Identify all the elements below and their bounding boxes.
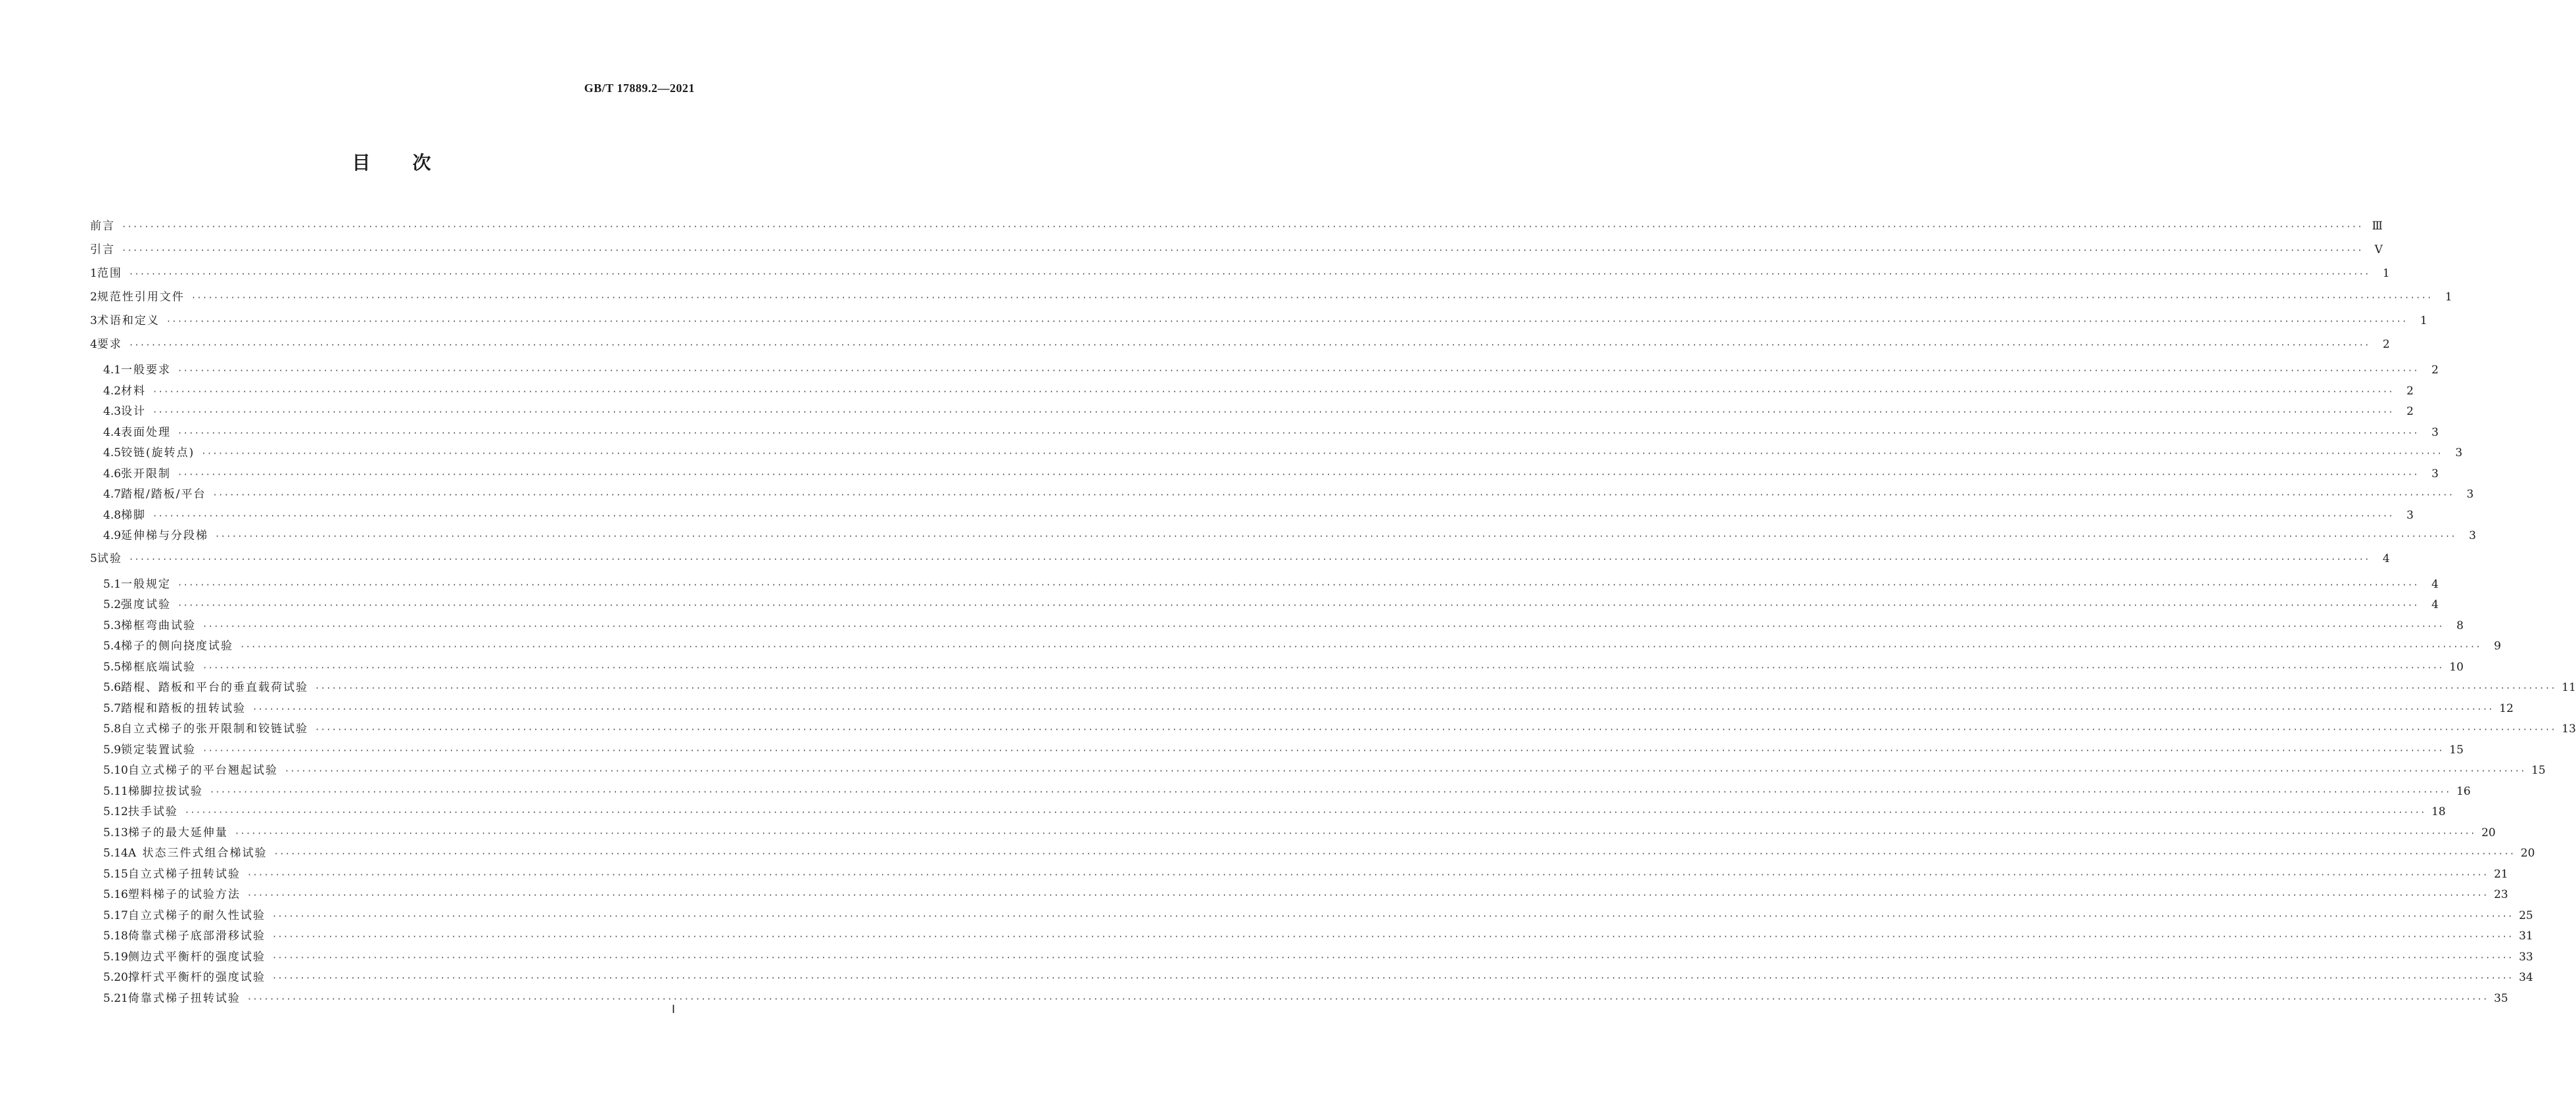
- toc-entry-label: 塑料梯子的试验方法: [128, 888, 241, 901]
- toc-entry-page: 1: [2382, 267, 2390, 280]
- toc-entry-label: 一般要求: [121, 364, 172, 377]
- toc-dot-leader: ················································································································································································································································································································································································································: [209, 787, 2451, 797]
- toc-entry-number: 5.8: [103, 722, 122, 736]
- toc-entry-number: 5.10: [103, 764, 128, 777]
- toc-entry[interactable]: [90, 262, 2390, 285]
- toc-entry[interactable]: [90, 464, 2439, 485]
- toc-entry-number: 4.9: [103, 529, 122, 542]
- toc-dot-leader: ················································································································································································································································································································································································································: [177, 601, 2419, 610]
- toc-entry-label: 扶手试验: [128, 805, 178, 818]
- toc-entry-page: 2: [2406, 405, 2414, 418]
- toc-entry-page: 15: [2449, 743, 2464, 757]
- toc-entry-page: 1: [2445, 291, 2452, 304]
- toc-dot-leader: ················································································································································································································································································································································································································: [215, 532, 2456, 541]
- toc-entry[interactable]: [90, 740, 2464, 761]
- toc-entry[interactable]: [90, 823, 2496, 844]
- toc-entry-number: 5.12: [103, 805, 128, 818]
- toc-dot-leader: ················································································································································································································································································································································································································: [177, 428, 2419, 438]
- toc-entry-label: 倚靠式梯子扭转试验: [128, 991, 241, 1005]
- toc-entry-number: 5.16: [103, 888, 128, 901]
- toc-entry[interactable]: [90, 843, 2535, 864]
- toc-dot-leader: ················································································································································································································································································································································································································: [152, 511, 2394, 521]
- toc-dot-leader: ················································································································································································································································································································································································································: [240, 642, 2481, 651]
- toc-entry-label: 自立式梯子的平台翘起试验: [128, 764, 278, 777]
- toc-entry-page: 11: [2562, 681, 2576, 694]
- toc-entry-page: 4: [2382, 552, 2390, 565]
- toc-entry-number: 4.6: [103, 467, 122, 481]
- toc-entry-number: 4.5: [103, 446, 122, 459]
- toc-entry-label: 踏棍、踏板和平台的垂直载荷试验: [121, 681, 309, 694]
- toc-entry-label: 试验: [97, 552, 122, 565]
- toc-entry[interactable]: [90, 968, 2533, 989]
- toc-entry[interactable]: [90, 360, 2439, 381]
- toc-entry[interactable]: [90, 678, 2576, 699]
- toc-dot-leader: ················································································································································································································································································································································································································: [284, 766, 2526, 776]
- toc-dot-leader: ················································································································································································································································································································································································································: [271, 953, 2514, 962]
- toc-entry-number: 3: [90, 314, 97, 327]
- toc-entry-label: 梯子的侧向挠度试验: [121, 640, 234, 653]
- toc-dot-leader: ················································································································································································································································································································································································································: [246, 891, 2489, 900]
- toc-dot-leader: ················································································································································································································································································································································································································: [128, 554, 2370, 564]
- toc-entry-label: 引言: [90, 243, 115, 256]
- toc-entry-page: 8: [2456, 619, 2464, 632]
- toc-dot-leader: ················································································································································································································································································································································································································: [184, 808, 2426, 817]
- toc-entry-page: 3: [2469, 529, 2476, 542]
- toc-dot-leader: ················································································································································································································································································································································································································: [315, 684, 2556, 693]
- toc-entry-page: 4: [2431, 577, 2439, 591]
- toc-entry[interactable]: [90, 595, 2439, 616]
- title-char-2: 次: [412, 152, 431, 174]
- toc-entry-label: 梯脚拉拔试验: [128, 784, 203, 798]
- toc-entry[interactable]: [90, 864, 2508, 885]
- toc-dot-leader: ················································································································································································································································································································································································································: [234, 828, 2476, 838]
- toc-dot-leader: ················································································································································································································································································································································································································: [201, 449, 2443, 458]
- toc-entry[interactable]: [90, 484, 2474, 506]
- toc-entry-label: 梯框底端试验: [121, 660, 197, 674]
- toc-entry-page: 3: [2431, 467, 2439, 481]
- toc-dot-leader: ················································································································································································································································································································································································································: [271, 974, 2514, 983]
- toc-entry-page: 21: [2494, 867, 2508, 881]
- toc-entry-page: 3: [2406, 508, 2414, 522]
- standard-number: GB/T 17889.2—2021: [584, 82, 695, 95]
- toc-entry-number: 5.17: [103, 908, 128, 922]
- toc-entry-number: 5.4: [103, 640, 122, 653]
- toc-entry[interactable]: [90, 575, 2439, 596]
- toc-dot-leader: ················································································································································································································································································································································································································: [191, 293, 2433, 302]
- toc-entry-number: 5.3: [103, 619, 122, 632]
- toc-entry-number: 5.14: [103, 847, 128, 860]
- toc-entry-label: 锁定装置试验: [121, 743, 197, 757]
- toc-entry[interactable]: [90, 443, 2463, 464]
- toc-entry-number: 5.15: [103, 867, 128, 881]
- toc-entry-page: 12: [2499, 701, 2514, 715]
- toc-entry[interactable]: [90, 423, 2439, 444]
- toc-entry-page: 20: [2520, 847, 2535, 860]
- toc-entry-label: 规范性引用文件: [97, 291, 185, 304]
- toc-entry[interactable]: [90, 782, 2471, 803]
- toc-entry-page: 34: [2519, 971, 2533, 984]
- toc-entry-page: 23: [2494, 888, 2508, 901]
- toc-entry-label: 踏棍/踏板/平台: [121, 488, 206, 501]
- toc-entry[interactable]: [90, 309, 2427, 333]
- toc-dot-leader: ················································································································································································································································································································································································································: [177, 469, 2419, 479]
- toc-entry[interactable]: [90, 381, 2414, 402]
- toc-entry[interactable]: [90, 636, 2501, 657]
- toc-entry[interactable]: [90, 926, 2533, 947]
- toc-entry-page: 3: [2431, 425, 2439, 439]
- toc-entry[interactable]: [90, 761, 2546, 782]
- toc-dot-leader: ················································································································································································································································································································································································································: [152, 387, 2394, 396]
- toc-entry-page: 1: [2420, 314, 2427, 327]
- toc-entry-number: 4.7: [103, 488, 122, 501]
- toc-entry[interactable]: [90, 699, 2514, 720]
- toc-entry-label: 侧边式平衡杆的强度试验: [128, 950, 266, 964]
- toc-entry-label: 张开限制: [121, 467, 172, 481]
- toc-entry-label: 自立式梯子扭转试验: [128, 867, 241, 881]
- toc-entry[interactable]: [90, 333, 2390, 356]
- toc-entry-label: 自立式梯子的耐久性试验: [128, 908, 266, 922]
- toc-entry-page: 4: [2431, 598, 2439, 611]
- toc-entry[interactable]: [90, 526, 2476, 547]
- toc-entry[interactable]: [90, 285, 2452, 309]
- toc-entry-number: 4.1: [103, 364, 122, 377]
- toc-entry[interactable]: [90, 506, 2414, 527]
- toc-dot-leader: ················································································································································································································································································································································································································: [166, 317, 2408, 326]
- toc-entry-page: 18: [2431, 805, 2446, 818]
- toc-entry-number: 5.13: [103, 826, 128, 839]
- toc-entry-number: 5.11: [103, 784, 128, 798]
- toc-entry-number: 5.5: [103, 660, 122, 674]
- toc-entry-page: Ⅴ: [2374, 243, 2383, 256]
- toc-entry[interactable]: [90, 885, 2508, 906]
- toc-entry-page: 3: [2455, 446, 2463, 459]
- toc-entry-number: 5.9: [103, 743, 122, 757]
- toc-entry-number: 5.7: [103, 701, 122, 715]
- toc-entry-page: 9: [2494, 640, 2501, 653]
- toc-dot-leader: ················································································································································································································································································································································································································: [177, 366, 2419, 375]
- toc-dot-leader: ················································································································································································································································································································································································································: [252, 704, 2494, 714]
- toc-entry-page: 16: [2456, 784, 2471, 798]
- toc-entry-label: 表面处理: [121, 425, 172, 439]
- toc-entry-label: 前言: [90, 220, 115, 233]
- toc-entry-page: 33: [2519, 950, 2533, 964]
- toc-dot-leader: ················································································································································································································································································································································································································: [202, 663, 2444, 672]
- toc-entry-number: 5.2: [103, 598, 122, 611]
- toc-entry-page: 2: [2406, 384, 2414, 398]
- toc-entry-page: Ⅲ: [2372, 220, 2383, 233]
- toc-entry-label: 强度试验: [121, 598, 172, 611]
- toc-dot-leader: ················································································································································································································································································································································································································: [246, 994, 2489, 1004]
- toc-dot-leader: ················································································································································································································································································································································································································: [271, 932, 2514, 941]
- toc-entry[interactable]: [90, 906, 2533, 927]
- toc-entry-page: 13: [2562, 722, 2576, 736]
- toc-entry[interactable]: [90, 402, 2414, 423]
- toc-dot-leader: ················································································································································································································································································································································································································: [122, 246, 2363, 255]
- toc-entry-number: 5.19: [103, 950, 128, 964]
- toc-entry-number: 5.18: [103, 930, 128, 943]
- toc-dot-leader: ················································································································································································································································································································································································································: [273, 849, 2516, 859]
- toc-entry-label: 材料: [121, 384, 147, 398]
- toc-entry-label: 要求: [97, 338, 122, 351]
- toc-dot-leader: ················································································································································································································································································································································································································: [315, 725, 2556, 734]
- toc-entry-label: 铰链(旋转点): [121, 446, 195, 459]
- toc-dot-leader: ················································································································································································································································································································································································································: [128, 341, 2370, 350]
- toc-dot-leader: ················································································································································································································································································································································································································: [122, 222, 2363, 231]
- toc-entry-number: 4: [90, 338, 97, 351]
- toc-entry-page: 20: [2481, 826, 2496, 839]
- toc-entry-number: 5: [90, 552, 97, 565]
- toc-entry-number: 4.3: [103, 405, 122, 418]
- toc-entry[interactable]: [90, 947, 2533, 968]
- toc-entry-number: 5.6: [103, 681, 122, 694]
- toc-entry[interactable]: [90, 238, 2383, 262]
- toc-entry-page: 15: [2531, 764, 2546, 777]
- toc-entry-page: 31: [2519, 930, 2533, 943]
- toc-entry-label: 设计: [121, 405, 147, 418]
- toc-entry-number: 4.4: [103, 425, 122, 439]
- toc-entry-number: 4.2: [103, 384, 122, 398]
- toc-entry-page: 2: [2382, 338, 2390, 351]
- toc-entry-label: 一般规定: [121, 577, 172, 591]
- toc-entry-page: 35: [2494, 991, 2508, 1005]
- toc-entry-label: A 状态三件式组合梯试验: [128, 847, 268, 860]
- toc-entry-label: 延伸梯与分段梯: [121, 529, 209, 542]
- toc-dot-leader: ················································································································································································································································································································································································································: [128, 270, 2370, 279]
- toc-entry-label: 撑杆式平衡杆的强度试验: [128, 971, 266, 984]
- toc-entry-page: 3: [2466, 488, 2474, 501]
- title-char-1: 目: [352, 152, 371, 174]
- toc-entry[interactable]: [90, 657, 2464, 678]
- toc-entry-page: 2: [2431, 364, 2439, 377]
- toc-dot-leader: ················································································································································································································································································································································································································: [152, 408, 2394, 417]
- toc-entry[interactable]: [90, 547, 2390, 571]
- toc-entry-label: 踏棍和踏板的扭转试验: [121, 701, 246, 715]
- toc-entry[interactable]: [90, 719, 2576, 740]
- toc-entry-number: 5.20: [103, 971, 128, 984]
- toc-entry-number: 1: [90, 267, 97, 280]
- toc-entry-label: 自立式梯子的张开限制和铰链试验: [121, 722, 309, 736]
- toc-dot-leader: ················································································································································································································································································································································································································: [246, 870, 2489, 880]
- toc-entry-label: 倚靠式梯子底部滑移试验: [128, 930, 266, 943]
- toc-entry[interactable]: [90, 214, 2383, 238]
- toc-entry-label: 范围: [97, 267, 122, 280]
- toc-entry-page: 25: [2519, 908, 2533, 922]
- toc-entry-number: 4.8: [103, 508, 122, 522]
- toc-entry-label: 梯子的最大延伸量: [128, 826, 228, 839]
- toc-dot-leader: ················································································································································································································································································································································································································: [177, 580, 2419, 590]
- toc-dot-leader: ················································································································································································································································································································································································································: [202, 621, 2444, 631]
- toc-dot-leader: ················································································································································································································································································································································································································: [202, 745, 2444, 755]
- toc-entry[interactable]: [90, 802, 2446, 823]
- page-number: Ⅰ: [672, 1003, 676, 1016]
- toc-entry-label: 术语和定义: [97, 314, 160, 327]
- toc-entry-page: 10: [2449, 660, 2464, 674]
- toc-entry[interactable]: [90, 616, 2464, 637]
- toc-entry-number: 5.21: [103, 991, 128, 1005]
- toc-dot-leader: ················································································································································································································································································································································································································: [212, 490, 2454, 500]
- toc-entry-number: 5.1: [103, 577, 122, 591]
- table-of-contents: [90, 214, 2576, 1009]
- toc-entry-number: 2: [90, 291, 97, 304]
- toc-entry-label: 梯框弯曲试验: [121, 619, 197, 632]
- toc-entry-label: 梯脚: [121, 508, 147, 522]
- toc-dot-leader: ················································································································································································································································································································································································································: [271, 911, 2514, 921]
- toc-entry[interactable]: [90, 989, 2508, 1010]
- page-title: [0, 149, 783, 175]
